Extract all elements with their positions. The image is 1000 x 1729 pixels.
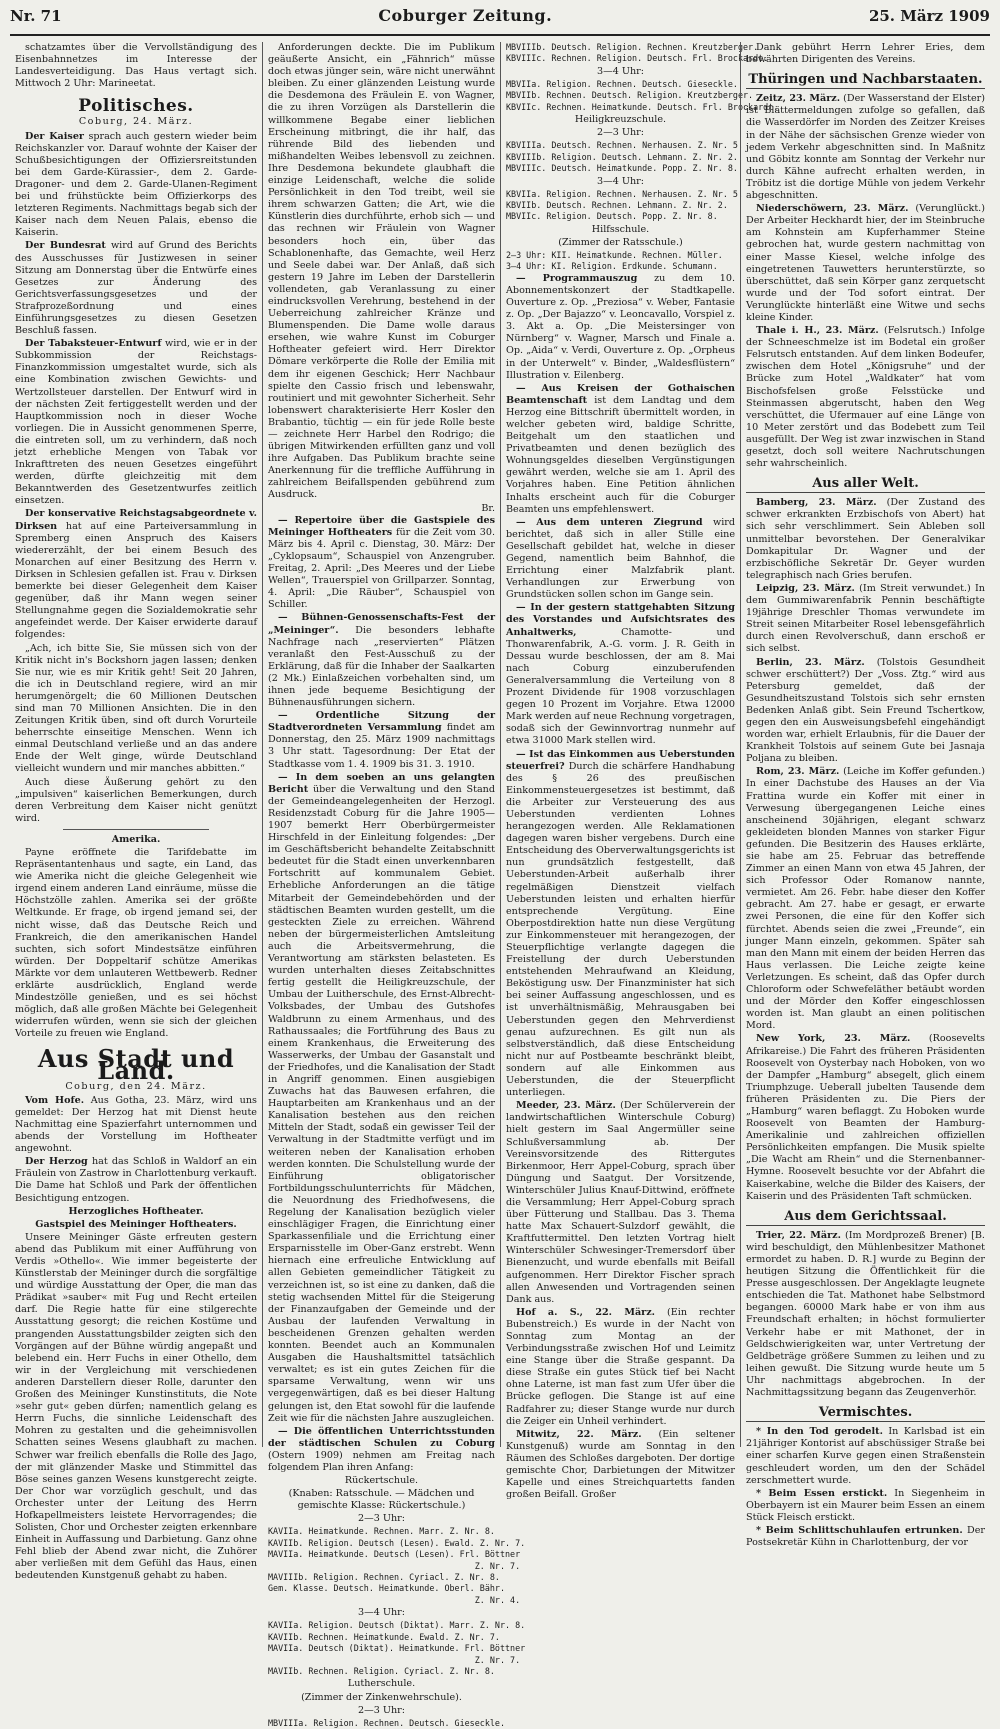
article-lead: Zeitz, 23. März. <box>756 93 841 105</box>
article-text: In Siegenheim in Oberbayern ist ein Maurer beim Essen an einem Stück Fleisch erstickt. <box>746 1487 985 1523</box>
school-heading: Heiligkreuzschule. <box>574 114 667 126</box>
section-heading-stadt: Aus Stadt und Land. <box>37 1043 235 1085</box>
schedule-table <box>268 1526 526 1606</box>
column-2 <box>262 42 526 1728</box>
divider <box>63 829 208 830</box>
article-anhaltwerk <box>506 602 735 747</box>
article-trier <box>746 1230 985 1399</box>
time-slot: 2—3 Uhr: <box>358 1704 405 1716</box>
article-text: (Ostern 1909) nehmen am Freitag nach folgendem Plan ihren Anfang: <box>268 1449 495 1473</box>
schedule-row: 2—3 Uhr: KII. Heimatkunde. Rechnen. Müller. <box>506 250 723 261</box>
article-text: Der Postsekretär Kühn in Charlottenburg, der vor <box>746 1524 985 1549</box>
article-text: Durch die schärfere Handhabung des § 26 des preußischen Einkommensteuergesetzes ist bestimmt, daß die Arbeiter zur Versteuerung des aus Ueberstunden verdienten Lohnes herangezogen werden. Alle Reklamationen dagegen waren bisher vergebens. Durch eine Entscheidung des Oberverwaltungsgerichts ist nun grundsätzlich festgestellt, daß Ueberstunden-Arbeit außerhalb ihrer regelmäßigen Dienstzeit vielfach Ueberstunden leisten und erhalten hierfür entsprechende Vergütung. Eine Oberpostdirektion hatte nun diese Vergütung zur Einkommensteuer mit herangezogen, der Steuerpflichtige verlangte dagegen die Freistellung der durch Ueberstunden entstehenden Mehraufwand an Kleidung, Beköstigung usw. Der Finanzminister hat sich bei seiner Auffassung angeschlossen, und es ist unverhältnismäßig, Mehrausgaben bei Ueberstunden gegen den Mehrverdienst genau aufzurechnen. Es gilt nun als selbstverständlich, daß diese Entscheidung nicht nur auf Postbeamte beschränkt bleibt, sondern auf alle Einkommen aus Ueberstunden, die der Steuerpflicht unterliegen. <box>506 760 735 1099</box>
schedule-table <box>268 1620 526 1677</box>
article-text: Aus Gotha, 23. März, wird uns gemeldet: Der Herzog hat mit Dienst heute Nachmittag eine Spazierfahrt unternommen und abends der Vorstellung im Hoftheater angewohnt. <box>15 1094 257 1155</box>
article-text: (Im Mordprozeß Brener) [B. wird beschuldigt, den Mühlenbesitzer Mathonet ermordet zu haben. D. R.] wurde zu Beginn der heutigen Sitzung die Öffentlichkeit für die Presse ausgeschlossen. Der Angeklagte leugnete entschieden die Tat. Mathonet habe Selbstmord begangen. 60000 Mark habe er von ihm aus Freundschaft erhalten; in höchst formulierter Verkehr habe er mit Mathonet, der in Geldschwierigkeiten war, unter Vertretung der Geldbeträge größere Summen zu leihen und zu leihen gewußt. Die Sitzung wurde heute um 5 Uhr nachmittags abgebrochen. In der Nachmittagssitzung begann das Zeugenverhör. <box>746 1229 985 1399</box>
signature: Br. <box>481 502 495 514</box>
schedule-row: KAVIIa. Religion. Deutsch (Diktat). Marr. Z. Nr. 8. <box>268 1620 526 1631</box>
schedule-row: MAVIIa. Deutsch (Diktat). Heimatkunde. Frl. Böttner <box>268 1643 526 1654</box>
article-text: Chamotte- und Thonwarenfabrik, A.-G. vorm. J. R. Geith in Dessau wurde beschlossen, der am 8. Mai nach Coburg einzuberufenden Generalversammlung die Verteilung von 8 Prozent Dividende für 1908 vorzuschlagen gegen 10 Prozent im Vorjahre. Etwa 12000 Mark werden auf neue Rechnung vorgetragen, sodaß sich der Gewinnvortrag nunmehr auf etwa 31000 Mark stellen wird. <box>506 626 735 747</box>
article-text: (Der Wasserstand der Elster) ist Blättermeldungen zufolge so gefallen, daß die Wasserdörfer im Norden des Zeitzer Kreises in der Nähe der sächsischen Grenze wieder von jedem Verkehr abgeschnitten sind. In Maßnitz und Göbitz konnte am Sonntag der Verkehr nur durch Kähne aufrecht erhalten werden, in Tröbitz ist die dortige Mühle von jedem Verkehr abgeschnitten. <box>746 93 985 202</box>
article-text: (Ein seltener Kunstgenuß) wurde am Sonntag in den Räumen des Schloßes dargeboten. Der dortige gemischte Chor, Darbietungen der Mitwitzer Kapelle und eines Streichquartetts fanden großen Beifall. Großer <box>506 1428 735 1501</box>
article-text: (Roosevelts Afrikareise.) Die Fahrt des früheren Präsidenten Roosevelt von Oysterbay nach Hoboken, von wo der Dampfer „Hamburg“ absegelt, glich einem Triumphzuge. Ueberall jubelten Tausende dem früheren Präsidenten zu. Die Piers der „Hamburg“ waren beflaggt. Zu Hoboken wurde Roosevelt von Beamten der Hamburg-Amerikalinie und zahlreichen offiziellen Persönlichkeiten empfangen. Die Musik spielte „Die Wacht am Rhein“ und die Sternenbanner-Hymne. Roosevelt besuchte vor der Abfahrt die Kaiserkabine, welche die Bilder des Kaisers, der Kaiserin und des Präsidenten Taft schmücken. <box>746 1033 985 1202</box>
schedule-row: KBVIIIa. Deutsch. Rechnen. Nerhausen. Z. Nr. 5. <box>506 140 743 151</box>
article-ziegrund <box>506 517 735 602</box>
article-mitwitz <box>506 1429 735 1502</box>
article-bamberg <box>746 497 985 582</box>
section-heading-welt: Aus aller Welt. <box>746 478 985 493</box>
article-lead: — Ist das Einkommen aus Ueberstunden steuerfrei? <box>506 748 735 772</box>
article-tod <box>746 1426 985 1486</box>
article-text: (Ein rechter Bubenstreich.) Es wurde in der Nacht von Sonntag zum Montag an der Verbindungsstraße zwischen Hof und Leimitz eine Stange über die Straße gespannt. Da diese Straße ein gutes Stück tief bei Nacht ohne Laterne, ist man fast zum Ufer über die Brücke geflogen. Die Stange ist auf eine Radfahrer zu; dieser Stange wurde nur durch die Zeiger ein Unheil verhindert. <box>506 1306 735 1427</box>
article-essen <box>746 1488 985 1524</box>
article-lead: — Ordentliche Sitzung der Stadtverordneten Versammlung <box>268 710 495 734</box>
article-meeder <box>506 1100 735 1306</box>
schedule-row: MAVIIa. Heimatkunde. Deutsch (Lesen). Frl. Böttner <box>268 1549 521 1560</box>
columns <box>10 42 990 1728</box>
article-quote: „Ach, ich bitte Sie, Sie müssen sich von der Kritik nicht in's Bockshorn jagen lassen; denken Sie nur, wie es mir Kritik geht! Seit 20 Jahren, die ich in Deutschland regiere, wird an mir herumgenörgelt; die 60 Millionen Deutschen sind man 70 Millionen Ansichten. Die in den Zeitungen Kritik üben, sind oft durch Vorurteile beherrschte einseitige Menschen. Wenn ich einmal Deutschland verließe und an das andere Ende der Welt ginge, würde Deutschland vielleicht wundern und mir manches abbitten.“ <box>15 642 257 775</box>
article-lead: Berlin, 23. März. <box>756 656 865 668</box>
schedule-table <box>506 250 735 273</box>
schedule-row: MBVIIIc. Deutsch. Heimatkunde. Popp. Z. Nr. 8. <box>506 163 738 174</box>
schedule-row: KBVIIIc. Rechnen. Religion. Deutsch. Frl. Brockardt. <box>506 53 769 64</box>
schedule-table <box>506 78 779 113</box>
school-heading: Rückertschule. <box>344 1475 419 1487</box>
article-schlittschuh <box>746 1525 985 1549</box>
article-text: wird auf Grund des Berichts des Ausschusses für Justizwesen in seiner Sitzung am Donnerstag über die Entwürfe eines Gesetzes zur Änderung des Gerichtsverfassungsgesetzes und der Strafprozeßordnung und eines Einführungsgesetzes zu diesen Gesetzen Beschluß fassen. <box>15 240 257 337</box>
article-lead: Bamberg, 23. März. <box>756 497 877 509</box>
article-lead: — Die öffentlichen Unterrichtsstunden der städtischen Schulen zu Coburg <box>268 1425 495 1449</box>
article-tabak <box>15 338 257 507</box>
subheading-amerika: Amerika. <box>111 833 161 845</box>
article-text: Unsere Meininger Gäste erfreuten gestern abend das Publikum mit einer Aufführung von Verdis »Othello«. Wie immer begeisterte der Künstlerstab der Meininger durch die sorgfältige und würdige Ausstattung der Oper, die man das Prädikat »sauber« mit Fug und Recht erteilen darf. Die Regie hatte für eine stilgerechte Ausstattung gesorgt; die reichen Kostüme und prangenden Ausstattungsbilder zeigten sich den Vorgängen auf der Bühne würdig angepaßt und belebend ein. Herr Fuchs in einer Othello, dem wir in der Vergleichung mit verschiedenen anderen Darstellern dieser Rolle, darunter den Großen des Meininger Kunstinstituts, die Note »sehr gut« geben dürfen; namentlich gelang es Herrn Fuchs, die sinnliche Leidenschaft des Mohren zu gestalten und die geheimnisvollen Schatten seines Wesens glaubhaft zu machen. Schwer war freilich ebenfalls die Rolle des Jago, der mit glänzender Maske und Stimmittel das Böse seines ganzen Wesens kunstgerecht zeigte. Der Chor war vorzüglich geschult, und das Orchester unter der Leitung des Herrn Hofkapellmeisters leistete Hervorragendes; die Solisten, Chor und Orchester zeigten erkennbare Einheit in Auffassung und Darbietung. Ganz ohne Fehl blieb der Abend zwar nicht, die Zuhörer aber verließen mit dem Gefühl das Haus, einen bedeutenden Kunstgenuß gehabt zu haben. <box>15 1231 257 1582</box>
section-heading-vermischtes: Vermischtes. <box>746 1407 985 1422</box>
schedule-table <box>506 140 743 174</box>
section-heading-politics: Politisches. <box>78 96 194 117</box>
article-text: schatzamtes über die Vervollständigung des Eisenbahnnetzes im Interesse der Landesverteidigung. Das Haus vertagt sich. Mittwoch 2 Uhr: Marineetat. <box>15 42 257 90</box>
article-text: (Der Zustand des schwer erkrankten Erzbischofs von Abert) hat sich sehr verschlimmert. Sein Ableben soll unmittelbar bevorstehen. Der Generalvikar Domkapitular Dr. Wagner und der erzbischöfliche Sekretär Dr. Geyer wurden telegraphisch nach Gries berufen. <box>746 497 985 581</box>
article-lead: Leipzig, 23. März. <box>756 582 855 594</box>
article-text: Anforderungen deckte. Die im Publikum geäußerte Ansicht, ein „Fähnrich“ müsse doch etwas jünger sein, wäre nicht unerwähnt bleiben. Zu einer glänzenden Leistung wurde die Desdemona des Fräulein E. von Wagner, die zu ihren Vorzügen als Darstellerin die willkommene Begabe einer lieblichen Erscheinung mitbringt, die ihr half, das rührende Bild des liebenden und mißhandelten Weibes lebensvoll zu zeichnen. Ihre Desdemona bekundete glaubhaft die einzige Leidenschaft, welche die solide Persönlichkeit in den Tod treibt, weil sie ihrem schwarzen Gatten; die Art, wie die Künstlerin dies durchführte, erhob sich — und das rechnen wir Fräulein von Wagner besonders hoch ein, über das Schablonenhafte, das Gemachte, weil Herz und Seele dabei war. Der Anlaß, daß sich gestern 19 Jahre im Leben der Darstellerin vollendeten, gab Veranlassung zu einer eindrucksvollen Verehrung, bestehend in der Ueberreichung zahlreicher Kränze und Blumenspenden. Die Dame wolle daraus ersehen, wie wahre Kunst im Coburger Hoftheater gefeiert wird. Herr Direktor Dömare verkörperte die Rolle der Emilia mit dem ihr eigenen Geschick; Herr Nachbaur spielte den Cassio frisch und lebenswahr, routiniert und mit gewohnter Sicherheit. Sehr lobenswert charakterisierte Herr Kosler den Brabantio, tüchtig — ein für jede Rolle beste — zeichnete Herr Harbel den Rodrigo; die übrigen Mitwirkenden erfüllten ganz und voll ihre Aufgaben. Das Publikum brachte seine Anerkennung für die treffliche Aufführung in zahlreichem Beifallspenden gebührend zum Ausdruck. <box>268 42 495 501</box>
schedule-row: MBVIIa. Religion. Rechnen. Deutsch. Gieseckle. <box>506 78 738 89</box>
article-text: In Karlsbad ist ein 21jähriger Kontorist auf abschüssiger Straße bei einer scharfen Kurve gegen einen Straßenstein geschleudert worden, um den der Schädel zerschmettert wurde. <box>746 1426 985 1486</box>
schedule-row: Z. Nr. 4. <box>268 1594 521 1605</box>
article-text: (Im Streit verwundet.) In dem Gummiwarenfabrik Pennin beschäftigte 19jährige Dreschler Thomas verwundete im Streit seinen Mitarbeiter Rosel lebensgefährlich durch einen Revolverschuß, dann erschoß er sich selbst. <box>746 582 985 655</box>
article-text: (Leiche im Koffer gefunden.) In einer Dachstube des Hauses an der Via Frattina wurde ein Koffer mit einer in Verwesung übergegangenen Leiche eines anscheinend 30jährigen, elegant schwarz gekleideten blonden Mannes von starker Figur gefunden. Die Besitzerin des Hauses erklärte, sie habe am 25. Februar das betreffende Zimmer an einen Mann von etwa 45 Jahren, der sich Professor Oder Romanow nannte, vermietet. Am 26. Febr. habe dieser den Koffer gebracht. Am 27. habe er gesagt, er erwarte zwei Personen, die eine für den Koffer sich fürchtet. Abends seien die zwei „Freunde“, ein junger Mann einzeln, gekommen. Später sah man den Mann mit einem der beiden Herren das Haus verlassen. Die Leiche zeigte keine Verletzungen. Es scheint, daß das Opfer durch Chloroform oder Schwefeläther betäubt worden und der Mörder den Koffer eingeschlossen worden ist. Man glaubt an einen politischen Mord. <box>746 766 985 1032</box>
article-programm <box>506 273 735 382</box>
article-stunden <box>268 1426 495 1474</box>
subheading-theater: Herzogliches Hoftheater. <box>68 1205 204 1217</box>
schedule-row: KAVIIa. Heimatkunde. Rechnen. Marr. Z. Nr. 8. <box>268 1526 495 1537</box>
issue-date: 25. März 1909 <box>868 7 990 25</box>
article-lead: — Repertoire über die Gastspiele des Meininger Hoftheaters <box>268 514 495 538</box>
schedule-table <box>268 1717 505 1729</box>
schedule-row: KBVIIIb. Religion. Deutsch. Lehmann. Z. Nr. 2. <box>506 151 738 162</box>
dateline: Coburg, 24. März. <box>78 116 194 128</box>
schedule-row: MBVIIIa. Religion. Rechnen. Deutsch. Gieseckle. <box>268 1717 505 1728</box>
article-text: Auch diese Äußerung gehört zu den „impulsiven“ kaiserlichen Bemerkungen, durch deren Verbreitung dem Kaiser nicht genützt wird. <box>15 776 257 824</box>
time-slot: 2—3 Uhr: <box>358 1513 405 1525</box>
article-text: (Verunglückt.) Der Arbeiter Heckhardt hier, der im Steinbruche am Kohnstein am Kupferhammer Steine gebrochen hat, wurde gestern nachmittag von einer Masse Kiesel, welche infolge des eingetretenen Tauwetters herunterstürzte, so überschüttet, daß sein Körper ganz zerquetscht wurde und der Tod sofort eintrat. Der Verunglückte hinterläßt eine Witwe und sechs kleine Kinder. <box>746 203 985 323</box>
article-lead: Meeder, 23. März. <box>516 1100 616 1112</box>
article-lead: Thale i. H., 23. März. <box>756 325 879 337</box>
school-heading: Lutherschule. <box>347 1678 416 1690</box>
article-lead: New York, 23. März. <box>756 1033 911 1045</box>
article-thale <box>746 325 985 470</box>
subheading-gastspiel: Gastspiel des Meininger Hoftheaters. <box>35 1218 237 1230</box>
article-lead: Hof a. S., 22. März. <box>516 1306 656 1318</box>
article-text: (Felsrutsch.) Infolge der Schneeschmelze ist im Bodetal ein großer Felsrutsch entstanden. Auf dem linken Bodeufer, zwischen dem Hotel „Königsruhe“ und der Brücke zum Hotel „Waldkater“ hat vom Bischofsfelsen große Felsstücke und Steinmassen abgerutscht, haben den Weg verschüttet, die Ufermauer auf eine Länge von 10 Meter zerstört und das Bodebett zum Teil ausgefüllt. Der Weg ist zwar inzwischen in Stand gesetzt, doch soll weitere Nachrutschungen sehr wahrscheinlich. <box>746 325 985 470</box>
school-subheading: (Knaben: Ratsschule. — Mädchen und gemischte Klasse: Rückertschule.) <box>288 1488 475 1512</box>
article-text: findet am Donnerstag, den 25. März 1909 nachmittags 3 Uhr statt. Tagesordnung: Der Etat der Stadtkasse vom 1. 4. 1909 bis 31. 3. 1910. <box>268 722 495 770</box>
article-hofe <box>15 1095 257 1155</box>
article-lead: — In dem soeben an uns gelangten Bericht <box>268 771 495 795</box>
schedule-row: MBVIIb. Rechnen. Deutsch. Religion. Kreutzberger. <box>506 90 754 101</box>
schedule-row: MBVIIc. Religion. Deutsch. Popp. Z. Nr. 8. <box>506 211 718 222</box>
article-text: für die Zeit vom 30. März bis 4. April c. Dienstag, 30. März: Der „Cyklopsaum“, Schauspiel von Anzengruber. Freitag, 2. April: „Des Meeres und der Liebe Wellen“, Trauerspiel von Grillparzer. Sonntag, 4. April: „Die Räuber“, Schauspiel von Schiller. <box>268 526 495 611</box>
article-berlin <box>746 657 985 766</box>
schedule-row: KAVIIb. Religion. Deutsch (Lesen). Ewald. Z. Nr. 7. <box>268 1537 526 1548</box>
article-lead: Der konservative Reichstagsabgeordnete v. Dirksen <box>15 508 257 532</box>
article-hof <box>506 1307 735 1428</box>
article-text: hat das Schloß in Waldorf an ein Fräulein von Zastrow in Charlottenburg verkauft. Die Dame hat Schloß und Park der öffentlichen Besichtigung entzogen. <box>15 1156 257 1204</box>
article-lead: Der Kaiser <box>25 130 84 142</box>
schedule-row: MBVIIIb. Deutsch. Religion. Rechnen. Kreutzberger. <box>506 42 759 52</box>
article-lead: Der Tabaksteuer-Entwurf <box>25 338 162 350</box>
article-text: Payne eröffnete die Tarifdebatte im Repräsentantenhaus und sagte, ein Land, das wie Amerika nicht die gleiche Gelegenheit wie irgend einem anderen Land einräume, müsse die Höchstzölle zahlen. Amerika sei der größte Weltkunde. Er frage, ob irgend jemand sei, der nicht wisse, daß das Deutsche Reich und Frankreich, die den amerikanischen Handel suchten, sich sofort Mindestsätze einführen würden. Der Doppeltarif schütze Amerikas Märkte vor dem unlauteren Wettbewerb. Redner erklärte ausdrücklich, England werde Mindestzölle genießen, und es sei höchst möglich, daß alle großen Mächte bei Gelegenheit widerrufen würden, wenn sie sich der gleichen Vorteile zu freuen wie England. <box>15 847 257 1040</box>
article-bericht <box>268 772 495 1425</box>
school-subheading: (Zimmer der Ratsschule.) <box>558 236 683 248</box>
article-lead: * Beim Schlittschuhlaufen ertrunken. <box>756 1524 963 1536</box>
schedule-table <box>506 42 769 65</box>
section-heading-gericht: Aus dem Gerichtssaal. <box>746 1211 985 1226</box>
schedule-row: Z. Nr. 7. <box>268 1654 521 1665</box>
article-lead: Trier, 22. März. <box>756 1229 841 1241</box>
school-heading: Hilfsschule. <box>591 223 650 235</box>
article-lead: Der Herzog <box>25 1156 88 1168</box>
article-einkommen <box>506 749 735 1100</box>
article-buehnen <box>268 612 495 709</box>
article-text: (Der Schülerverein der landwirtschaftlichen Winterschule Coburg) hielt gestern im Saal Angermüller seine Schlußversammlung ab. Der Vereinsvorsitzende des Rittergutes Birkenmoor, Herr Appel-Coburg, sprach über Düngung und Saatgut. Der Vorsitzende, Winterschüler Julius Knauf-Dittwind, eröffnete die Versammlung; Herr Appel-Coburg sprach über Fütterung und Stallbau. Das 3. Thema hatte Max Schauert-Sulzdorf gewählt, die Kraftfuttermittel. Den letzten Vortrag hielt Winterschüler Schwesinger-Tremersdorf über Bienenzucht, und wurde ebenfalls mit Beifall aufgenommen. Herr Direktor Fischer sprach allen Anwesenden und Vortragenden seinen Dank aus. <box>506 1100 735 1305</box>
article-lead: — Programmauszug <box>516 272 638 284</box>
article-lead: — Aus Kreisen der Gothaischen Beamtenschaft <box>506 382 735 406</box>
article-text: ist dem Landtag und dem Herzog eine Bittschrift übermittelt worden, in welcher gebeten wird, baldige Schritte, Beitgehalt um den staatlichen und Privatbeamten und denen bezüglich des Wohnungsgeldes dieselben Vergünstigungen gewährt werden, welche sie am 1. April des Vorjahres haben. Eine Petition ähnlichen Inhalts erscheint auch für die Coburger Beamten uns empfehlenswert. <box>506 394 735 515</box>
article-repertoire <box>268 515 495 612</box>
article-text: zu dem 10. Abonnementskonzert der Stadtkapelle. Ouverture z. Op. „Preziosa“ v. Weber, Fantasie z. Op. „Der Bajazzo“ v. Leoncavallo, Vorspiel z. 3. Akt a. Op. „Die Meistersinger von Nürnberg“ v. Wagner, Marsch und Finale a. Op. „Aida“ v. Verdi, Ouverture z. Op. „Orpheus in der Unterwelt“ v. Binder, „Waldesflüstern“ Illustration v. Eilenberg. <box>506 272 735 381</box>
article-lead: — Bühnen-Genossenschafts-Fest der „Meininger“. <box>268 612 495 636</box>
article-herzog <box>15 1156 257 1204</box>
masthead <box>10 6 990 36</box>
schedule-table <box>506 188 743 223</box>
article-lead: Mitwitz, 22. März. <box>516 1428 642 1440</box>
schedule-row: KBVIIa. Religion. Rechnen. Nerhausen. Z. Nr. 5. <box>506 188 743 199</box>
article-newyork <box>746 1033 985 1202</box>
schedule-row: Z. Nr. 7. <box>268 1560 521 1571</box>
article-lead: * Beim Essen erstickt. <box>756 1487 888 1499</box>
article-text: Dank gebührt Herrn Lehrer Eries, dem bewährten Dirigenten des Vereins. <box>746 42 985 66</box>
article-text: Die besonders lebhafte Nachfrage nach „reservierten“ Plätzen veranlaßt den Fest-Ausschuß zu der Erklärung, daß für die Inhaber der Saalkarten (2 Mk.) Einlaßzeichen vorbehalten sind, um ihnen jede bequeme Besichtigung der Bühnenausführungen sichern. <box>268 624 495 709</box>
column-1 <box>10 42 262 1582</box>
dateline: Coburg, den 24. März. <box>65 1080 207 1092</box>
schedule-row: KBVIIc. Rechnen. Heimatkunde. Deutsch. Frl. Brockardt. <box>506 101 779 112</box>
newspaper-title: Coburger Zeitung. <box>378 6 553 25</box>
article-text: sprach auch gestern wieder beim Reichskanzler vor. Darauf wohnte der Kaiser der Schußbesichtigungen der Offiziersreitstunden bei dem Garde-Kürassier-, dem 2. Garde-Dragoner- und dem 2. Garde-Ulanen-Regiment bei und frühstückte beim Offizierkorps des letzteren Regiments. Nachmittags begab sich der Kaiser nach dem Neuen Palais, ebenso die Kaiserin. <box>15 130 257 239</box>
section-heading-thueringen: Thüringen und Nachbarstaaten. <box>746 74 985 89</box>
column-3 <box>500 42 779 1501</box>
time-slot: 3—4 Uhr: <box>597 65 644 77</box>
schedule-row: KBVIIb. Deutsch. Rechnen. Lehmann. Z. Nr. 2. <box>506 200 728 211</box>
time-slot: 2—3 Uhr: <box>597 127 644 139</box>
schedule-row: MAVIIb. Rechnen. Religion. Cyriacl. Z. Nr. 8. <box>268 1666 495 1676</box>
article-lead: Niederschöwern, 23. März. <box>756 203 909 215</box>
article-lead: — In der gestern stattgehabten Sitzung des Vorstandes und Aufsichtsrates des Anhaltwerks, <box>506 602 735 638</box>
article-lead: * In den Tod gerodelt. <box>756 1426 883 1438</box>
article-dirksen <box>15 508 257 641</box>
article-leipzig <box>746 583 985 656</box>
article-text: hat auf eine Parteiversammlung in Spremberg einen Anspruch des Kaisers wiedererzählt, der bei einem Besuch des Monarchen auf einer Besitzung des Herrn v. Dirksen in Schlesien gefallen ist. Frau v. Dirksen bemerkte bei dieser Gelegenheit dem Kaiser gegenüber, daß ihr Mann wegen seiner Stellungnahme gegen die Sozialdemokratie sehr angefeindet werde. Der Kaiser erwiderte darauf folgendes: <box>15 520 257 641</box>
article-text: wird, wie er in der Subkommission der Reichstags-Finanzkommission umgestaltet wurde, sich als eine Kombination zwischen Gewichts- und Wertzollsteuer darstellen. Der Entwurf wird in der nächsten Zeit fertiggestellt werden und der Hauptkommission noch in dieser Woche vorliegen. Die in Aussicht genommenen Sperre, die eintreten soll, um zu verhindern, daß noch jetzt erhebliche Mengen von Tabak vor Inkrafttreten des neuen Gesetzes eingeführt werden, dürfte gleichzeitig mit dem Bekanntwerden des Gesetzentwurfes zeitlich einsetzen. <box>15 338 257 507</box>
article-text: wird berichtet, daß sich in aller Stille eine Gesellschaft gebildet hat, welche in dieser Gegend, namentlich beim Bahnhof, die Errichtung einer Malzfabrik plant. Verhandlungen zur Erwerbung von Grundstücken sollen schon im Gange sein. <box>506 516 735 601</box>
schedule-row: 3—4 Uhr: KI. Religion. Erdkunde. Schumann. <box>506 261 718 272</box>
time-slot: 3—4 Uhr: <box>358 1607 405 1619</box>
issue-number: Nr. 71 <box>10 7 62 25</box>
article-text: (Tolstois Gesundheit schwer erschüttert?) Der „Voss. Ztg.“ wird aus Petersburg gemeldet, daß der Gesundheitszustand Tolstois sich sehr ernsten Bedenken Anlaß gibt. Sein Freund Tschertkow, gegen den ein Ausweisungsbefehl eingehändigt worden war, erhielt Erlaubnis, für die Dauer der Krankheit Tolstois auf seinem Gute bei Jasnaja Poljana zu bleiben. <box>746 656 985 765</box>
article-lead: Vom Hofe. <box>25 1094 85 1106</box>
article-zeitz <box>746 93 985 202</box>
school-subheading: (Zimmer der Zinkenwehrschule). <box>301 1691 462 1703</box>
schedule-row: KAVIIb. Rechnen. Heimatkunde. Ewald. Z. Nr. 7. <box>268 1631 500 1642</box>
article-beamte <box>506 383 735 516</box>
time-slot: 3—4 Uhr: <box>597 175 644 187</box>
article-lead: Rom, 23. März. <box>756 766 840 778</box>
column-4 <box>740 42 990 1549</box>
article-bundesrat <box>15 240 257 337</box>
article-niederschoewern <box>746 203 985 324</box>
article-lead: — Aus dem unteren Ziegrund <box>516 516 703 528</box>
schedule-row: MAVIIIb. Religion. Rechnen. Cyriacl. Z. Nr. 8. <box>268 1572 500 1583</box>
schedule-row: Gem. Klasse. Deutsch. Heimatkunde. Oberl. Bähr. <box>268 1583 505 1594</box>
article-kaiser <box>15 131 257 240</box>
article-text: über die Verwaltung und den Stand der Gemeindeangelegenheiten der Herzogl. Residenzstadt Coburg für die Jahre 1905—1907 bemerkt Herr Oberbürgermeister Hirschfeld in der Einleitung folgendes: „Der im Geschäftsbericht behandelte Zeitabschnitt bedeutet für die Stadt einen unverkennbaren Fortschritt auf kommunalem Gebiet. Erhebliche Anforderungen an die tätige Mitarbeit der Gemeindebehörden und der städtischen Beamten wurden gestellt, um die gesteckten Ziele zu erreichen. Während neben der bürgermeisterlichen Amtsleitung auch die Arbeitsvermehrung, die Verantwortung am stärksten belasteten. Es wurden unterhalten dieses Zeitabschnittes fertig gestellt die Heiligkreuzschule, der Umbau der Luitherschule, des Ernst-Albrecht-Volksbades, der Umbau des Gutshofes Waldbrunn zu einem Armenhaus, und des Rathaussaales; die Fortführung des Baus zu einem Krankenhaus, die Erweiterung des Wasserwerks, der Umbau der Gasanstalt und der Friedhofes, und die Kanalisation der Stadt in Angriff genommen. Einen ausgiebigen Zuwachs hat das Bauwesen erfahren, die Hauptarbeiten am Krankenhaus und an der Kanalisation bestehen aus den reichen Mitteln der Stadt, sodaß ein gewisser Teil der Verwaltung in der Stadtmitte verfügt und im weiteren neben der Kanalisation erhoben werden konnten. Die Schulstellung wurde der Einführung obligatorischer Fortbildungsschulunterrichts für Mädchen, die Neuordnung des Friedhofwesens, die Regelung der Kanalisation bezüglich vieler einschlägiger Fragen, die Einrichtung einer Sparkassenfiliale und die Errichtung einer Ersparnisstelle im Ober-Ganz erstrebt. Wenn hiernach eine erfreuliche Entwicklung auf allen Gebieten gemeindlicher Tätigkeit zu verzeichnen ist, so ist eine zu danken, daß die stetig wachsenden Mittel für die Steigerung der Finanzaufgaben der Gemeinde und der Ausbau der laufenden Verwaltung in bescheidenen Grenzen gehalten werden konnten. Beendet auch an Kommunalen Ausgaben die Haushaltsmittel tatsächlich verwaltet; es ist ein gutes Zeichen für die sparsame Verwaltung, wenn wir uns vergegenwärtigen, daß es bei dieser Haltung gelungen ist, den Etat sowohl für die laufende Zeit wie für die nächsten Jahre auszugleichen. <box>268 783 495 1424</box>
article-rom <box>746 766 985 1032</box>
article-lead: Der Bundesrat <box>25 240 106 252</box>
article-sitzung <box>268 710 495 770</box>
